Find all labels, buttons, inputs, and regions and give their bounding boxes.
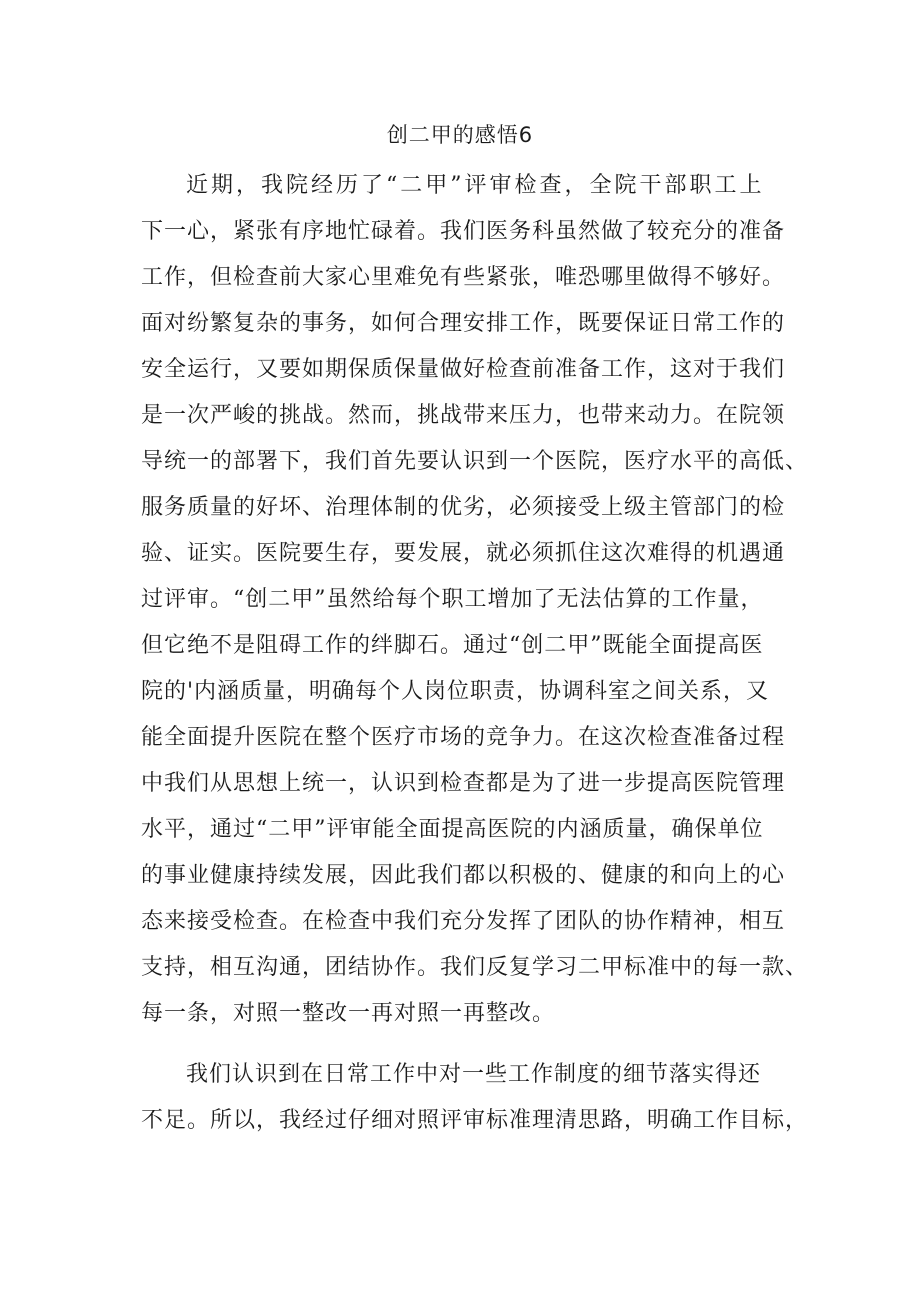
paragraph-1-line-2: 下一心，紧张有序地忙碌着。我们医务科虽然做了较充分的准备 bbox=[141, 219, 786, 244]
paragraph-1-line-12: 院的'内涵质量，明确每个人岗位职责，协调科室之间关系，又 bbox=[141, 679, 770, 704]
paragraph-1-line-19: 每一条，对照一整改一再对照一再整改。 bbox=[141, 1001, 556, 1026]
paragraph-1-line-5: 安全运行，又要如期保质保量做好检查前准备工作，这对于我们 bbox=[141, 357, 786, 382]
paragraph-1-line-4: 面对纷繁复杂的事务，如何合理安排工作，既要保证日常工作的 bbox=[141, 311, 786, 336]
paragraph-1-line-16: 的事业健康持续发展，因此我们都以积极的、健康的和向上的心 bbox=[141, 863, 786, 888]
paragraph-1-line-3: 工作，但检查前大家心里难免有些紧张，唯恐哪里做得不够好。 bbox=[141, 265, 786, 290]
paragraph-1-line-8: 服务质量的好坏、治理体制的优劣，必须接受上级主管部门的检 bbox=[141, 495, 786, 520]
paragraph-1-line-6: 是一次严峻的挑战。然而，挑战带来压力，也带来动力。在院领 bbox=[141, 403, 786, 428]
paragraph-1-line-14: 中我们从思想上统一，认识到检查都是为了进一步提高医院管理 bbox=[141, 771, 786, 796]
document-title: 创二甲的感悟6 bbox=[386, 123, 534, 147]
paragraph-1-line-15: 水平，通过“二甲”评审能全面提高医院的内涵质量，确保单位 bbox=[141, 817, 764, 842]
paragraph-2-line-1: 我们认识到在日常工作中对一些工作制度的细节落实得还 bbox=[186, 1062, 762, 1087]
paragraph-1-line-1: 近期，我院经历了“二甲”评审检查，全院干部职工上 bbox=[186, 173, 765, 198]
paragraph-1-line-13: 能全面提升医院在整个医疗市场的竞争力。在这次检查准备过程 bbox=[141, 725, 786, 750]
paragraph-1-line-17: 态来接受检查。在检查中我们充分发挥了团队的协作精神，相互 bbox=[141, 909, 786, 934]
paragraph-1-line-7: 导统一的部署下，我们首先要认识到一个医院，医疗水平的高低、 bbox=[141, 449, 809, 474]
paragraph-1-line-11: 但它绝不是阻碍工作的绊脚石。通过“创二甲”既能全面提高医 bbox=[141, 633, 764, 658]
paragraph-1-line-18: 支持，相互沟通，团结协作。我们反复学习二甲标准中的每一款、 bbox=[141, 955, 809, 980]
paragraph-2-line-2: 不足。所以，我经过仔细对照评审标准理清思路，明确工作目标， bbox=[141, 1108, 809, 1133]
paragraph-1-line-9: 验、证实。医院要生存，要发展，就必须抓住这次难得的机遇通 bbox=[141, 541, 786, 566]
paragraph-1-line-10: 过评审。“创二甲”虽然给每个职工增加了无法估算的工作量， bbox=[141, 587, 764, 612]
